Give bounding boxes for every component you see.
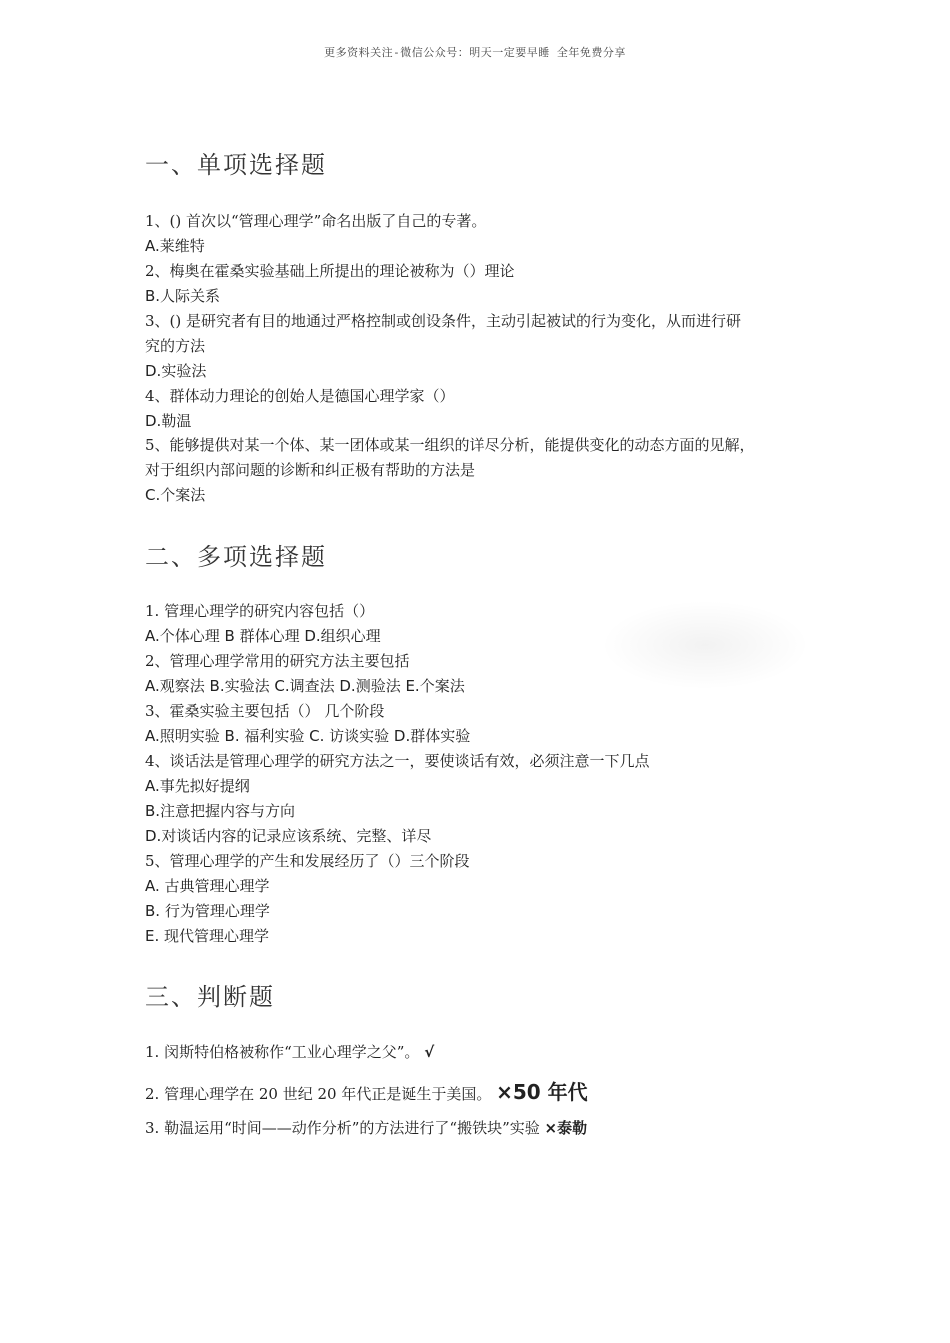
answer-line: D.实验法 xyxy=(145,362,207,380)
question-line: 4、群体动力理论的创始人是德国心理学家（） xyxy=(145,387,455,405)
question-line: 1、() 首次以“管理心理学”命名出版了自己的专著。 xyxy=(145,212,487,230)
question-line: 对于组织内部问题的诊断和纠正极有帮助的方法是 xyxy=(145,461,476,479)
question-line: 3、霍桑实验主要包括（） 几个阶段 xyxy=(145,702,385,720)
answer-line: A.莱维特 xyxy=(145,237,205,255)
question-line: 2、管理心理学常用的研究方法主要包括 xyxy=(145,652,410,670)
judgment-item xyxy=(145,1041,434,1062)
section-title-single-choice: 一、单项选择题 xyxy=(145,151,327,179)
section-title-true-false: 三、判断题 xyxy=(145,983,275,1011)
judgment-text: 2. 管理心理学在 20 世纪 20 年代正是诞生于美国。 xyxy=(145,1085,492,1103)
answer-line: A.个体心理 B 群体心理 D.组织心理 xyxy=(145,627,381,645)
answer-line: A. 古典管理心理学 xyxy=(145,877,270,895)
judgment-item xyxy=(145,1076,588,1105)
judgment-mark: ×泰勒 xyxy=(544,1119,588,1137)
judgment-text: 1. 闵斯特伯格被称作“工业心理学之父”。 xyxy=(145,1043,420,1061)
answer-line: B. 行为管理心理学 xyxy=(145,902,270,920)
answer-line: A.照明实验 B. 福利实验 C. 访谈实验 D.群体实验 xyxy=(145,727,471,745)
judgment-text: 3. 勒温运用“时间——动作分析”的方法进行了“搬铁块”实验 xyxy=(145,1119,540,1137)
answer-line: C.个案法 xyxy=(145,486,206,504)
question-line: 3、() 是研究者有目的地通过严格控制或创设条件，主动引起被试的行为变化，从而进行研 xyxy=(145,312,742,330)
answer-line: B.注意把握内容与方向 xyxy=(145,802,296,820)
judgment-mark: ×50 年代 xyxy=(496,1080,588,1104)
scan-smudge xyxy=(600,600,810,690)
question-line: 4、谈话法是管理心理学的研究方法之一，要使谈话有效，必须注意一下几点 xyxy=(145,752,650,770)
answer-line: A.观察法 B.实验法 C.调查法 D.测验法 E.个案法 xyxy=(145,677,465,695)
judgment-mark: √ xyxy=(424,1043,435,1061)
answer-line: E. 现代管理心理学 xyxy=(145,927,270,945)
question-line: 1. 管理心理学的研究内容包括（） xyxy=(145,602,375,620)
question-line: 5、管理心理学的产生和发展经历了（）三个阶段 xyxy=(145,852,470,870)
question-line: 2、梅奥在霍桑实验基础上所提出的理论被称为（）理论 xyxy=(145,262,515,280)
judgment-item xyxy=(145,1117,587,1138)
answer-line: A.事先拟好提纲 xyxy=(145,777,250,795)
answer-line: B.人际关系 xyxy=(145,287,221,305)
question-line: 究的方法 xyxy=(145,337,206,355)
answer-line: D.勒温 xyxy=(145,412,192,430)
answer-line: D.对谈话内容的记录应该系统、完整、详尽 xyxy=(145,827,432,845)
header-note: 更多资料关注-微信公众号：明天一定要早睡 全年免费分享 xyxy=(324,46,626,59)
section-title-multiple-choice: 二、多项选择题 xyxy=(145,543,327,571)
question-line: 5、能够提供对某一个体、某一团体或某一组织的详尽分析，能提供变化的动态方面的见解， xyxy=(145,436,755,454)
